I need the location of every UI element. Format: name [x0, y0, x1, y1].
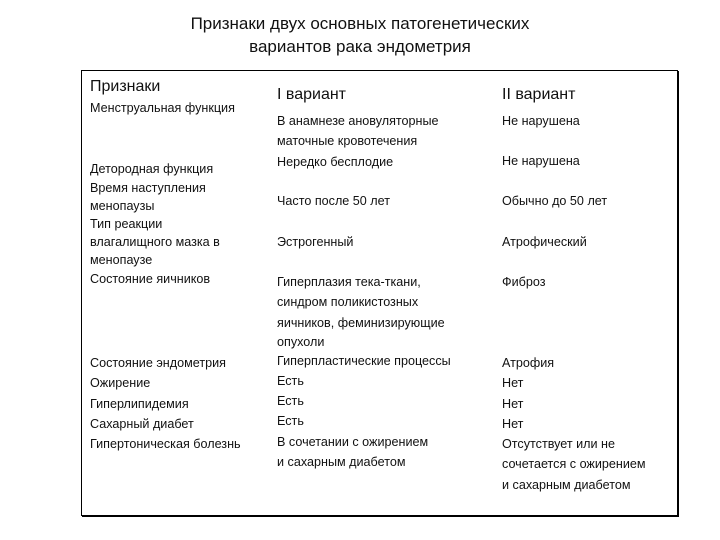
variant1-value: Гиперплазия тека-ткани, — [277, 275, 421, 289]
variant2-value: Нет — [502, 416, 524, 431]
variant1-value: синдром поликистозных — [277, 295, 419, 310]
variant2-value: Атрофический — [502, 235, 587, 249]
sign-label: Гиперлипидемия — [90, 396, 189, 411]
sign-label: Сахарный диабет — [90, 416, 194, 431]
variant1-group-2 — [277, 191, 497, 211]
variant2-value: Обычно до 50 лет — [502, 194, 608, 208]
header-variant-1: I вариант — [277, 86, 347, 103]
variant1-value: Есть — [277, 373, 304, 388]
sign-label: влагалищного мазка в — [90, 235, 220, 250]
variant1-value: опухоли — [277, 334, 325, 349]
sign-label: Тип реакции — [90, 217, 163, 232]
variant1-value: Часто после 50 лет — [277, 194, 391, 208]
page-title — [0, 12, 720, 58]
variant1-value: В анамнезе ановуляторные — [277, 114, 439, 128]
variant2-group-1 — [502, 111, 672, 131]
title-line-2: вариантов рака эндометрия — [249, 37, 471, 56]
variant1-value: маточные кровотечения — [277, 134, 418, 149]
variant1-group-3 — [277, 232, 497, 252]
sign-label: менопаузы — [90, 199, 155, 214]
variant2-value: Нет — [502, 376, 524, 391]
variant2-value: Фиброз — [502, 275, 546, 289]
variant1-value: яичников, феминизирующие — [277, 315, 445, 330]
sign-label: менопаузе — [90, 253, 153, 268]
sign-label: Время наступления — [90, 181, 206, 196]
variant1-group-1 — [277, 111, 497, 172]
title-line-1: Признаки двух основных патогенетических — [190, 14, 530, 33]
variant2-group-3 — [502, 191, 672, 211]
variant1-group-4 — [277, 272, 497, 472]
variant1-value: и сахарным диабетом — [277, 455, 406, 470]
sign-label: Менструальная функция — [90, 101, 235, 115]
variant2-value: Атрофия — [502, 356, 555, 370]
signs-group-3 — [90, 353, 270, 454]
variant1-value: Есть — [277, 414, 304, 429]
sign-label: Состояние яичников — [90, 272, 211, 287]
variant1-value: Нередко бесплодие — [277, 154, 394, 169]
variant1-value: Гиперпластические процессы — [277, 353, 451, 368]
signs-group-2 — [90, 159, 270, 289]
sign-label: Ожирение — [90, 376, 151, 391]
header-variant-2: II вариант — [502, 86, 576, 103]
variant2-value: и сахарным диабетом — [502, 477, 631, 492]
variant2-value: Не нарушена — [502, 154, 580, 168]
sign-label: Гипертоническая болезнь — [90, 437, 241, 452]
signs-group-1 — [90, 98, 270, 118]
variant2-value: Не нарушена — [502, 114, 580, 128]
variant2-group-5 — [502, 272, 672, 292]
variant2-value: сочетается с ожирением — [502, 457, 646, 472]
sign-label: Состояние эндометрия — [90, 356, 226, 370]
header-signs: Признаки — [90, 78, 161, 95]
variant1-value: Эстрогенный — [277, 235, 354, 249]
variant2-group-4 — [502, 232, 672, 252]
variant2-group-6 — [502, 353, 672, 495]
sign-label: Детородная функция — [90, 162, 214, 176]
variant2-group-2 — [502, 151, 672, 171]
variant1-value: В сочетании с ожирением — [277, 434, 429, 449]
variant1-value: Есть — [277, 394, 304, 409]
variant2-value: Отсутствует или не — [502, 437, 616, 452]
variant2-value: Нет — [502, 396, 524, 411]
